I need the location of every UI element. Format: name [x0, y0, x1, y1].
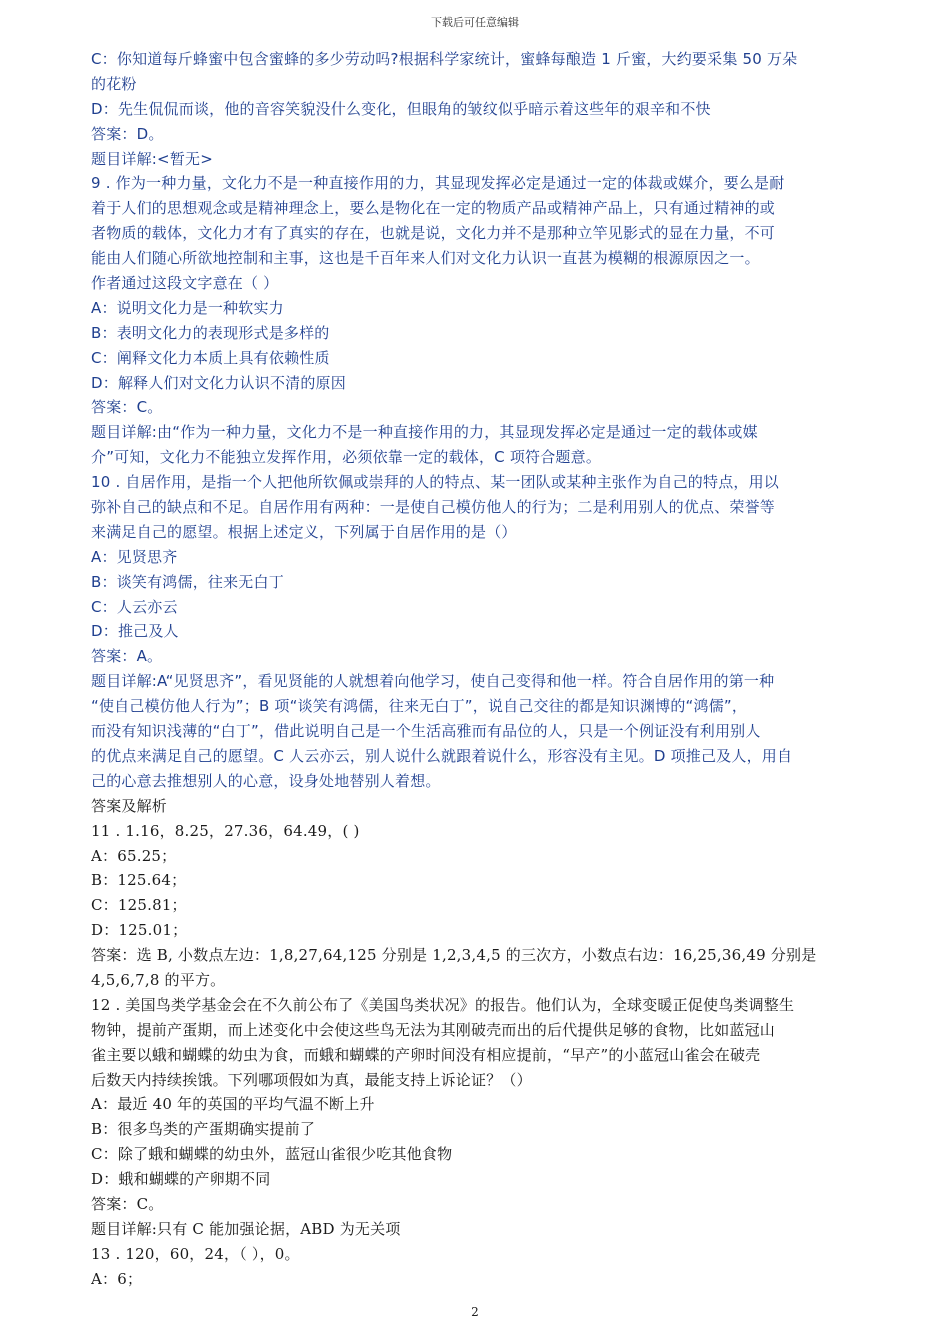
text-line: 题目详解:A“见贤思齐”，看见贤能的人就想着向他学习，使自己变得和他一样。符合自居作用的第一种: [91, 672, 775, 691]
text-line: B：谈笑有鸿儒，往来无白丁: [91, 572, 284, 591]
text-line: 12 . 美国鸟类学基金会在不久前公布了《美国鸟类状况》的报告。他们认为，全球变暖正促使鸟类调整生: [91, 995, 795, 1014]
text-line: B：表明文化力的表现形式是多样的: [91, 323, 330, 342]
text-line: 的花粉: [91, 74, 137, 93]
text-line: 而没有知识浅薄的“白丁”，借此说明自己是一个生活高雅而有品位的人，只是一个例证没有利用别人: [91, 722, 761, 741]
text-line: C：你知道每斤蜂蜜中包含蜜蜂的多少劳动吗?根据科学家统计，蜜蜂每酿造 1 斤蜜，大约要采集 50 万朵: [91, 50, 798, 68]
text-line: 答案：A。: [91, 647, 163, 666]
text-line: 者物质的载体，文化力才有了真实的存在，也就是说，文化力并不是那种立竿见影式的显在力量，不可: [91, 224, 776, 243]
text-line: C：除了蛾和蝴蝶的幼虫外，蓝冠山雀很少吃其他食物: [91, 1145, 453, 1164]
text-line: 物钟，提前产蛋期，而上述变化中会使这些鸟无法为其刚破壳而出的后代提供足够的食物，比如蓝冠山: [91, 1020, 776, 1039]
text-line: 介”可知，文化力不能独立发挥作用，必须依靠一定的载体，C 项符合题意。: [91, 448, 602, 467]
text-line: 题目详解:只有 C 能加强论据，ABD 为无关项: [91, 1219, 401, 1238]
page-header: 下载后可任意编辑: [431, 16, 519, 29]
text-line: C：阐释文化力本质上具有依赖性质: [91, 348, 330, 367]
text-line: 题目详解:<暂无>: [91, 149, 213, 168]
text-line: A：6；: [91, 1269, 143, 1288]
text-line: 答案：C。: [91, 1194, 164, 1213]
text-line: 9 . 作为一种力量，文化力不是一种直接作用的力，其显现发挥必定是通过一定的体裁或媒介，要么是耐: [91, 174, 785, 193]
text-line: B：很多鸟类的产蛋期确实提前了: [91, 1120, 316, 1139]
text-line: “使自己模仿他人行为”；B 项“谈笑有鸿儒，往来无白丁”，说自己交往的都是知识渊博的“鸿儒”，: [91, 697, 748, 716]
text-line: 答案：D。: [91, 124, 164, 143]
text-line: 来满足自己的愿望。根据上述定义，下列属于自居作用的是（）: [91, 522, 517, 541]
text-line: D：解释人们对文化力认识不清的原因: [91, 373, 346, 392]
text-line: 后数天内持续挨饿。下列哪项假如为真，最能支持上诉论证？（）: [91, 1070, 532, 1089]
text-line: A：最近 40 年的英国的平均气温不断上升: [91, 1095, 375, 1114]
text-line: 答案：选 B, 小数点左边：1,8,27,64,125 分别是 1,2,3,4,5 的三次方，小数点右边：16,25,36,49 分别是: [91, 946, 817, 965]
text-line: A：说明文化力是一种软实力: [91, 298, 284, 317]
text-line: D：推己及人: [91, 622, 179, 641]
text-line: D：蛾和蝴蝶的产卵期不同: [91, 1170, 271, 1189]
text-line: 13 . 120，60，24，（ ），0。: [91, 1244, 300, 1263]
text-line: C：人云亦云: [91, 597, 178, 616]
text-line: C：125.81；: [91, 896, 187, 915]
text-line: A：65.25；: [91, 846, 177, 865]
text-line: 雀主要以蛾和蝴蝶的幼虫为食，而蛾和蝴蝶的产卵时间没有相应提前，“早产”的小蓝冠山雀会在破壳: [91, 1045, 761, 1064]
text-line: 题目详解:由“作为一种力量，文化力不是一种直接作用的力，其显现发挥必定是通过一定的载体或媒: [91, 423, 758, 442]
text-line: 着于人们的思想观念或是精神理念上，要么是物化在一定的物质产品或精神产品上，只有通过精神的或: [91, 199, 776, 218]
text-line: D：125.01；: [91, 921, 188, 940]
text-line: 的优点来满足自己的愿望。C 人云亦云，别人说什么就跟着说什么，形容没有主见。D 项推己及人，用自: [91, 746, 793, 765]
text-line: 4,5,6,7,8 的平方。: [91, 970, 226, 989]
text-line: 能由人们随心所欲地控制和主事，这也是千百年来人们对文化力认识一直甚为模糊的根源原因之一。: [91, 249, 760, 268]
text-line: 弥补自己的缺点和不足。自居作用有两种：一是使自己模仿他人的行为；二是利用别人的优点、荣誉等: [91, 498, 776, 517]
text-line: D：先生侃侃而谈，他的音容笑貌没什么变化，但眼角的皱纹似乎暗示着这些年的艰辛和不快: [91, 99, 711, 118]
text-line: 答案及解析: [91, 796, 168, 815]
page-number: 2: [471, 1305, 479, 1319]
text-line: A：见贤思齐: [91, 547, 178, 566]
text-line: B：125.64；: [91, 871, 187, 890]
text-line: 11 . 1.16，8.25，27.36，64.49，( ): [91, 821, 360, 840]
text-line: 作者通过这段文字意在（ ）: [91, 274, 279, 293]
text-line: 己的心意去推想别人的心意，设身处地替别人着想。: [91, 771, 441, 790]
text-line: 10 . 自居作用，是指一个人把他所钦佩或崇拜的人的特点、某一团队或某种主张作为自己的特点，用以: [91, 473, 779, 492]
text-line: 答案：C。: [91, 398, 163, 417]
document-body: [91, 47, 861, 1316]
